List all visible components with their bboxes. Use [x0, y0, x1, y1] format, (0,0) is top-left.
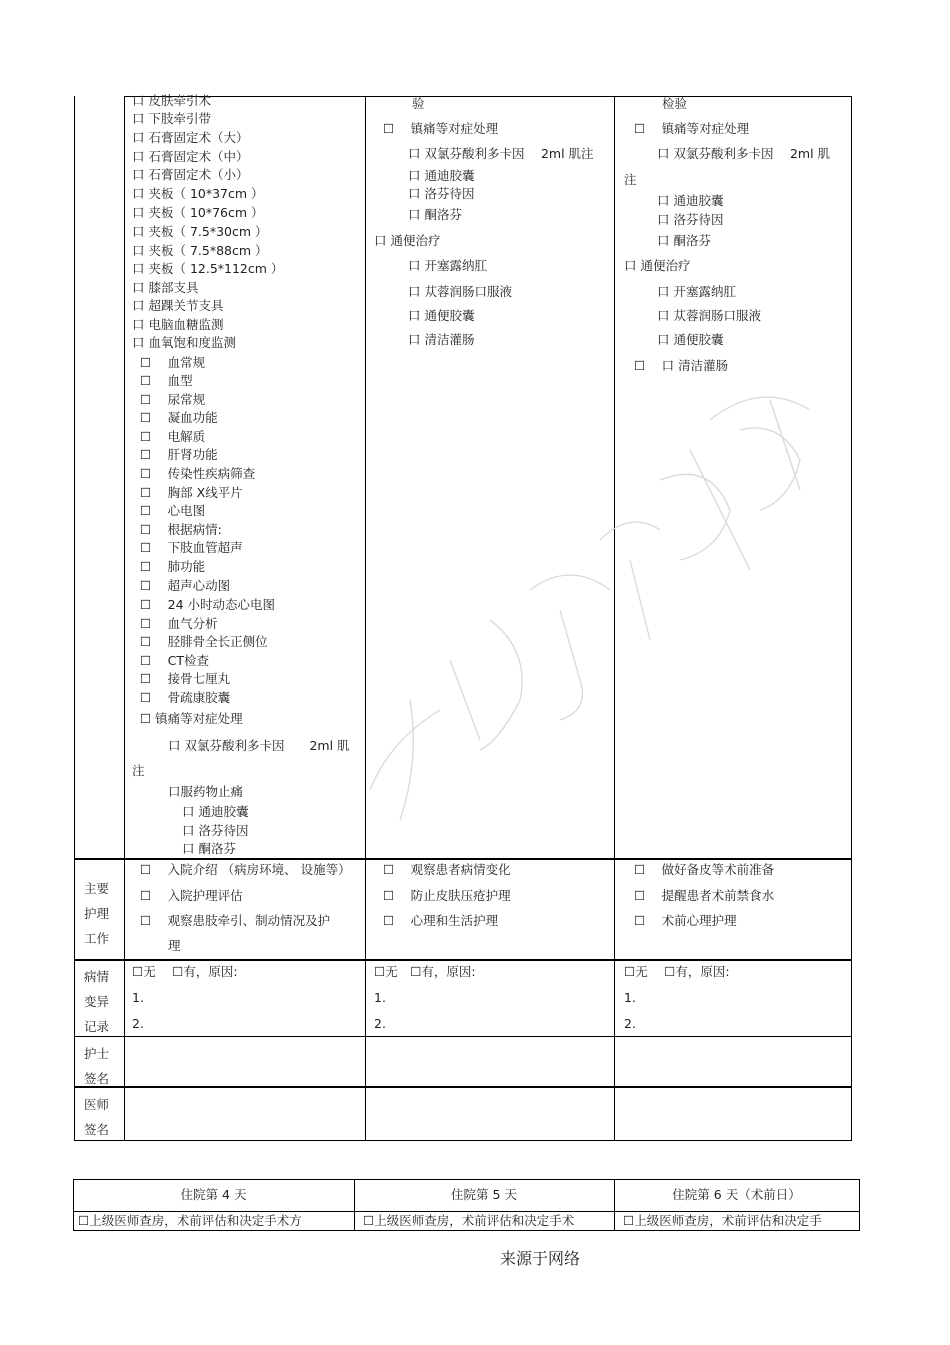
list-item: ☐ 口 清洁灌肠 [634, 358, 729, 373]
variance-line: 2. [624, 1016, 636, 1031]
list-item: 口 下肢牵引带 [132, 111, 211, 126]
list-item: ☐ 尿常规 [140, 392, 206, 407]
watermark [330, 360, 850, 840]
list-item: 口 皮肤牵引术 [132, 93, 211, 108]
day6-first-item: ☐上级医师查房，术前评估和决定手 [623, 1213, 822, 1228]
list-item: 口 石膏固定术（中） [132, 149, 249, 164]
list-item: 口 苁蓉润肠口服液 [408, 284, 512, 299]
row-divider [74, 1086, 852, 1088]
list-item: ☐ 心电图 [140, 503, 206, 518]
table2-border-bottom [73, 1230, 860, 1231]
variance-line: ☐无 ☐有，原因: [624, 964, 730, 979]
doctor-signature-label [84, 1092, 109, 1142]
variance-line: ☐无 ☐有，原因: [132, 964, 238, 979]
list-item: 口 双氯芬酸利多卡因 2ml 肌注 [408, 146, 594, 161]
list-item: 口 通便胶囊 [657, 332, 724, 347]
day4-first-item: ☐上级医师查房，术前评估和决定手术方 [78, 1213, 302, 1228]
list-item: 口 血氧饱和度监测 [132, 335, 236, 350]
list-item: 口 双氯芬酸利多卡因 2ml 肌 [657, 146, 831, 161]
table-col-divider [614, 96, 615, 1141]
list-item: 理 [168, 938, 181, 953]
source-footer: 来源于网络 [500, 1249, 581, 1268]
variance-line: ☐无 ☐有，原因: [374, 964, 476, 979]
list-item: 口服药物止痛 [168, 784, 244, 799]
label-line: 护理 [84, 906, 110, 921]
list-item: ☐ 镇痛等对症处理 [634, 121, 750, 136]
label-line: 工作 [84, 931, 110, 946]
list-item: 检验 [662, 96, 688, 111]
list-item: ☐ 提醒患者术前禁食水 [634, 888, 775, 903]
list-item: 口 夹板（ 12.5*112cm ） [132, 261, 284, 276]
list-item: 口 超踝关节支具 [132, 298, 224, 313]
label-line: 主要 [84, 881, 110, 896]
nursing-row-label [84, 876, 109, 951]
list-item: ☐ CT检查 [140, 653, 210, 668]
list-item: ☐ 术前心理护理 [634, 913, 737, 928]
variance-line: 1. [374, 990, 386, 1005]
list-item: ☐ 入院护理评估 [140, 888, 243, 903]
list-item: ☐ 24 小时动态心电图 [140, 597, 276, 612]
variance-line: 1. [132, 990, 144, 1005]
list-item: 口 洛芬待因 [182, 823, 249, 838]
list-item: 注 [624, 172, 637, 187]
table-border-left [74, 96, 75, 1141]
list-item: ☐ 心理和生活护理 [383, 913, 499, 928]
list-item: 口 清洁灌肠 [408, 332, 475, 347]
list-item: ☐ 骨疏康胶囊 [140, 690, 231, 705]
list-item: ☐ 血常规 [140, 355, 206, 370]
list-item: 口 通迪胶囊 [182, 804, 249, 819]
list-item: 口 通迪胶囊 [657, 193, 724, 208]
label-line: 变异 [84, 994, 110, 1009]
table-col-divider [365, 96, 366, 1141]
list-item: ☐ 超声心动图 [140, 578, 231, 593]
day5-first-item: ☐上级医师查房，术前评估和决定手术 [363, 1213, 575, 1228]
day5-header: 住院第 5 天 [451, 1187, 517, 1202]
label-line: 医师 [84, 1097, 110, 1112]
day6-header: 住院第 6 天（术前日） [672, 1187, 801, 1202]
list-item: 口 通迪胶囊 [408, 168, 475, 183]
table2-border-top [73, 1179, 860, 1180]
variance-line: 2. [374, 1016, 386, 1031]
list-item: 口 夹板（ 10*37cm ） [132, 186, 264, 201]
list-item: 口 洛芬待因 [408, 186, 475, 201]
list-item: ☐ 肝肾功能 [140, 447, 218, 462]
table-border-right [851, 96, 852, 1141]
list-item: 口 夹板（ 7.5*30cm ） [132, 224, 268, 239]
list-item: ☐ 电解质 [140, 429, 206, 444]
list-item: 口 洛芬待因 [657, 212, 724, 227]
variance-row-label [84, 964, 109, 1039]
list-item: ☐ 根据病情: [140, 522, 222, 537]
label-line: 记录 [84, 1019, 110, 1034]
label-line: 护士 [84, 1046, 110, 1061]
list-item: 口 电脑血糖监测 [132, 317, 224, 332]
table-border-top [124, 96, 852, 97]
table-border-bottom [74, 1140, 852, 1141]
list-item: 验 [412, 96, 425, 111]
list-item: ☐ 血气分析 [140, 616, 218, 631]
list-item: 口 通便治疗 [374, 233, 441, 248]
variance-line: 2. [132, 1016, 144, 1031]
list-item: ☐ 接骨七厘丸 [140, 671, 231, 686]
row-divider [74, 959, 852, 961]
list-item: ☐ 肺功能 [140, 559, 206, 574]
table2-border-right [859, 1179, 860, 1231]
list-item: 口 石膏固定术（小） [132, 167, 249, 182]
list-item: 口 酮洛芬 [657, 233, 711, 248]
variance-line: 1. [624, 990, 636, 1005]
list-item: ☐ 下肢血管超声 [140, 540, 243, 555]
label-line: 签名 [84, 1122, 110, 1137]
list-item: ☐ 入院介绍 （病房环境、 设施等） [140, 862, 351, 877]
list-item: 口 酮洛芬 [408, 207, 462, 222]
list-item: 口 膝部支具 [132, 280, 199, 295]
list-item: ☐ 血型 [140, 373, 193, 388]
list-item: 口 通便胶囊 [408, 308, 475, 323]
list-item: ☐ 观察患者病情变化 [383, 862, 511, 877]
list-item: 口 双氯芬酸利多卡因 2ml 肌 [168, 738, 350, 753]
list-item: 口 夹板（ 10*76cm ） [132, 205, 264, 220]
label-line: 病情 [84, 969, 110, 984]
list-item: ☐ 胸部 X线平片 [140, 485, 243, 500]
list-item: 口 开塞露纳肛 [657, 284, 736, 299]
label-line: 签名 [84, 1071, 110, 1086]
list-item: ☐ 传染性疾病筛查 [140, 466, 256, 481]
list-item: ☐ 镇痛等对症处理 [383, 121, 499, 136]
list-item: 口 夹板（ 7.5*88cm ） [132, 243, 268, 258]
list-item: ☐ 做好备皮等术前准备 [634, 862, 775, 877]
row-divider [74, 858, 852, 860]
list-item: 口 石膏固定术（大） [132, 130, 249, 145]
list-item: ☐ 防止皮肤压疮护理 [383, 888, 511, 903]
list-item: ☐ 镇痛等对症处理 [140, 711, 243, 726]
list-item: 口 苁蓉润肠口服液 [657, 308, 761, 323]
list-item: ☐ 胫腓骨全长正侧位 [140, 634, 268, 649]
nurse-signature-label [84, 1041, 109, 1091]
row-divider [74, 1036, 852, 1037]
list-item: ☐ 凝血功能 [140, 410, 218, 425]
table2-row-divider [73, 1211, 860, 1212]
day4-header: 住院第 4 天 [180, 1187, 247, 1202]
list-item: ☐ 观察患肢牵引、制动情况及护 [140, 913, 331, 928]
list-item: 口 开塞露纳肛 [408, 258, 487, 273]
list-item: 注 [132, 763, 145, 778]
table-col-divider [124, 96, 125, 1141]
list-item: 口 酮洛芬 [182, 841, 236, 856]
list-item: 口 通便治疗 [624, 258, 691, 273]
